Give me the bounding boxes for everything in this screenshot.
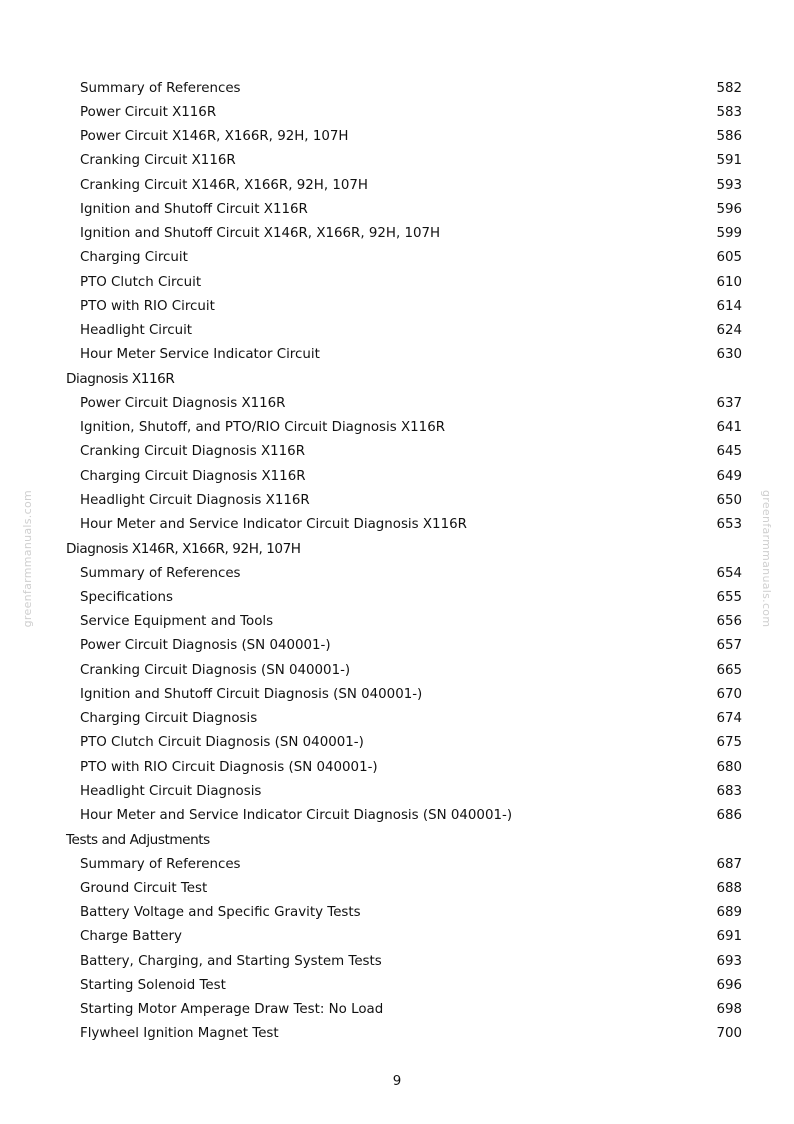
toc-entry[interactable] xyxy=(66,125,742,149)
entry-page-number: 680 xyxy=(716,759,742,775)
toc-entry[interactable] xyxy=(66,779,742,803)
entry-page-number: 610 xyxy=(716,274,742,290)
toc-entry[interactable] xyxy=(66,513,742,537)
entry-page-number: 656 xyxy=(716,614,742,630)
entry-page-number: 649 xyxy=(716,468,742,484)
toc-entry[interactable] xyxy=(66,804,742,828)
entry-title: Ignition and Shutoff Circuit Diagnosis (SN 040001-) xyxy=(80,686,423,702)
entry-title: PTO Clutch Circuit xyxy=(80,274,202,290)
entry-title: Headlight Circuit xyxy=(80,323,193,339)
entry-page-number: 641 xyxy=(716,420,742,436)
entry-title: Cranking Circuit Diagnosis X116R xyxy=(80,444,306,460)
entry-page-number: 654 xyxy=(716,565,742,581)
entry-page-number: 698 xyxy=(716,1002,742,1018)
entry-title: Battery, Charging, and Starting System Tests xyxy=(80,953,382,969)
entry-page-number: 696 xyxy=(716,977,742,993)
entry-title: Cranking Circuit X116R xyxy=(80,153,236,169)
table-of-contents xyxy=(66,76,742,1046)
toc-section-heading xyxy=(66,367,742,391)
watermark-left: greenfarmmanuals.com xyxy=(21,490,34,628)
entry-title: Power Circuit X116R xyxy=(80,104,217,120)
entry-page-number: 700 xyxy=(716,1026,742,1042)
entry-page-number: 674 xyxy=(716,711,742,727)
entry-title: Charging Circuit Diagnosis xyxy=(80,711,258,727)
toc-entry[interactable] xyxy=(66,173,742,197)
toc-entry[interactable] xyxy=(66,319,742,343)
toc-entry[interactable] xyxy=(66,464,742,488)
toc-entry[interactable] xyxy=(66,682,742,706)
entry-page-number: 582 xyxy=(716,80,742,96)
toc-entry[interactable] xyxy=(66,391,742,415)
toc-entry[interactable] xyxy=(66,610,742,634)
entry-title: Ignition and Shutoff Circuit X146R, X166R, 92H, 107H xyxy=(80,226,441,242)
entry-title: Power Circuit Diagnosis X116R xyxy=(80,395,286,411)
section-title: Tests and Adjustments xyxy=(66,831,210,848)
entry-page-number: 586 xyxy=(716,129,742,145)
entry-title: Summary of References xyxy=(80,856,241,872)
toc-entry[interactable] xyxy=(66,1022,742,1046)
entry-title: Hour Meter and Service Indicator Circuit Diagnosis X116R xyxy=(80,517,467,533)
toc-entry[interactable] xyxy=(66,998,742,1022)
toc-entry[interactable] xyxy=(66,561,742,585)
entry-page-number: 630 xyxy=(716,347,742,363)
entry-page-number: 614 xyxy=(716,298,742,314)
entry-title: Headlight Circuit Diagnosis X116R xyxy=(80,492,310,508)
toc-entry[interactable] xyxy=(66,852,742,876)
entry-title: Ignition and Shutoff Circuit X116R xyxy=(80,201,308,217)
entry-page-number: 657 xyxy=(716,638,742,654)
entry-title: Hour Meter Service Indicator Circuit xyxy=(80,347,320,363)
entry-page-number: 665 xyxy=(716,662,742,678)
entry-title: Charging Circuit Diagnosis X116R xyxy=(80,468,306,484)
entry-page-number: 670 xyxy=(716,686,742,702)
toc-entry[interactable] xyxy=(66,634,742,658)
entry-title: Starting Solenoid Test xyxy=(80,977,226,993)
toc-entry[interactable] xyxy=(66,707,742,731)
entry-page-number: 675 xyxy=(716,735,742,751)
entry-page-number: 655 xyxy=(716,589,742,605)
toc-entry[interactable] xyxy=(66,949,742,973)
entry-page-number: 688 xyxy=(716,880,742,896)
toc-entry[interactable] xyxy=(66,246,742,270)
toc-entry[interactable] xyxy=(66,149,742,173)
entry-title: Charge Battery xyxy=(80,929,182,945)
entry-title: PTO Clutch Circuit Diagnosis (SN 040001-) xyxy=(80,735,364,751)
entry-title: Summary of References xyxy=(80,80,241,96)
entry-page-number: 596 xyxy=(716,201,742,217)
entry-title: Cranking Circuit X146R, X166R, 92H, 107H xyxy=(80,177,368,193)
toc-entry[interactable] xyxy=(66,585,742,609)
toc-entry[interactable] xyxy=(66,343,742,367)
entry-page-number: 691 xyxy=(716,929,742,945)
entry-title: Charging Circuit xyxy=(80,250,188,266)
entry-page-number: 645 xyxy=(716,444,742,460)
entry-page-number: 624 xyxy=(716,323,742,339)
entry-page-number: 637 xyxy=(716,395,742,411)
entry-title: Ground Circuit Test xyxy=(80,880,208,896)
entry-title: PTO with RIO Circuit xyxy=(80,298,215,314)
entry-page-number: 650 xyxy=(716,492,742,508)
entry-page-number: 687 xyxy=(716,856,742,872)
entry-title: Specifications xyxy=(80,589,173,605)
entry-title: Cranking Circuit Diagnosis (SN 040001-) xyxy=(80,662,351,678)
toc-entry[interactable] xyxy=(66,440,742,464)
entry-title: Headlight Circuit Diagnosis xyxy=(80,783,262,799)
entry-page-number: 686 xyxy=(716,808,742,824)
entry-title: PTO with RIO Circuit Diagnosis (SN 040001-) xyxy=(80,759,378,775)
entry-page-number: 591 xyxy=(716,153,742,169)
entry-title: Power Circuit X146R, X166R, 92H, 107H xyxy=(80,129,349,145)
entry-title: Starting Motor Amperage Draw Test: No Load xyxy=(80,1002,384,1018)
toc-entry[interactable] xyxy=(66,731,742,755)
entry-title: Power Circuit Diagnosis (SN 040001-) xyxy=(80,638,331,654)
toc-entry[interactable] xyxy=(66,100,742,124)
entry-page-number: 599 xyxy=(716,226,742,242)
entry-page-number: 683 xyxy=(716,783,742,799)
section-title: Diagnosis X116R xyxy=(66,371,175,388)
entry-page-number: 653 xyxy=(716,517,742,533)
toc-entry[interactable] xyxy=(66,925,742,949)
toc-section-heading xyxy=(66,537,742,561)
entry-title: Flywheel Ignition Magnet Test xyxy=(80,1026,279,1042)
toc-entry[interactable] xyxy=(66,416,742,440)
entry-page-number: 693 xyxy=(716,953,742,969)
page-number: 9 xyxy=(392,1074,402,1089)
toc-entry[interactable] xyxy=(66,294,742,318)
watermark-right: greenfarmmanuals.com xyxy=(760,490,773,628)
toc-entry[interactable] xyxy=(66,76,742,100)
toc-entry[interactable] xyxy=(66,222,742,246)
entry-title: Service Equipment and Tools xyxy=(80,614,274,630)
toc-entry[interactable] xyxy=(66,755,742,779)
section-title: Diagnosis X146R, X166R, 92H, 107H xyxy=(66,540,301,557)
entry-page-number: 593 xyxy=(716,177,742,193)
toc-entry[interactable] xyxy=(66,658,742,682)
toc-entry[interactable] xyxy=(66,876,742,900)
toc-entry[interactable] xyxy=(66,901,742,925)
toc-entry[interactable] xyxy=(66,488,742,512)
entry-title: Hour Meter and Service Indicator Circuit Diagnosis (SN 040001-) xyxy=(80,808,513,824)
entry-page-number: 605 xyxy=(716,250,742,266)
entry-title: Ignition, Shutoff, and PTO/RIO Circuit Diagnosis X116R xyxy=(80,420,446,436)
toc-entry[interactable] xyxy=(66,270,742,294)
toc-entry[interactable] xyxy=(66,197,742,221)
toc-section-heading xyxy=(66,828,742,852)
entry-title: Battery Voltage and Specific Gravity Tests xyxy=(80,905,361,921)
entry-page-number: 583 xyxy=(716,104,742,120)
toc-entry[interactable] xyxy=(66,973,742,997)
entry-page-number: 689 xyxy=(716,905,742,921)
entry-title: Summary of References xyxy=(80,565,241,581)
